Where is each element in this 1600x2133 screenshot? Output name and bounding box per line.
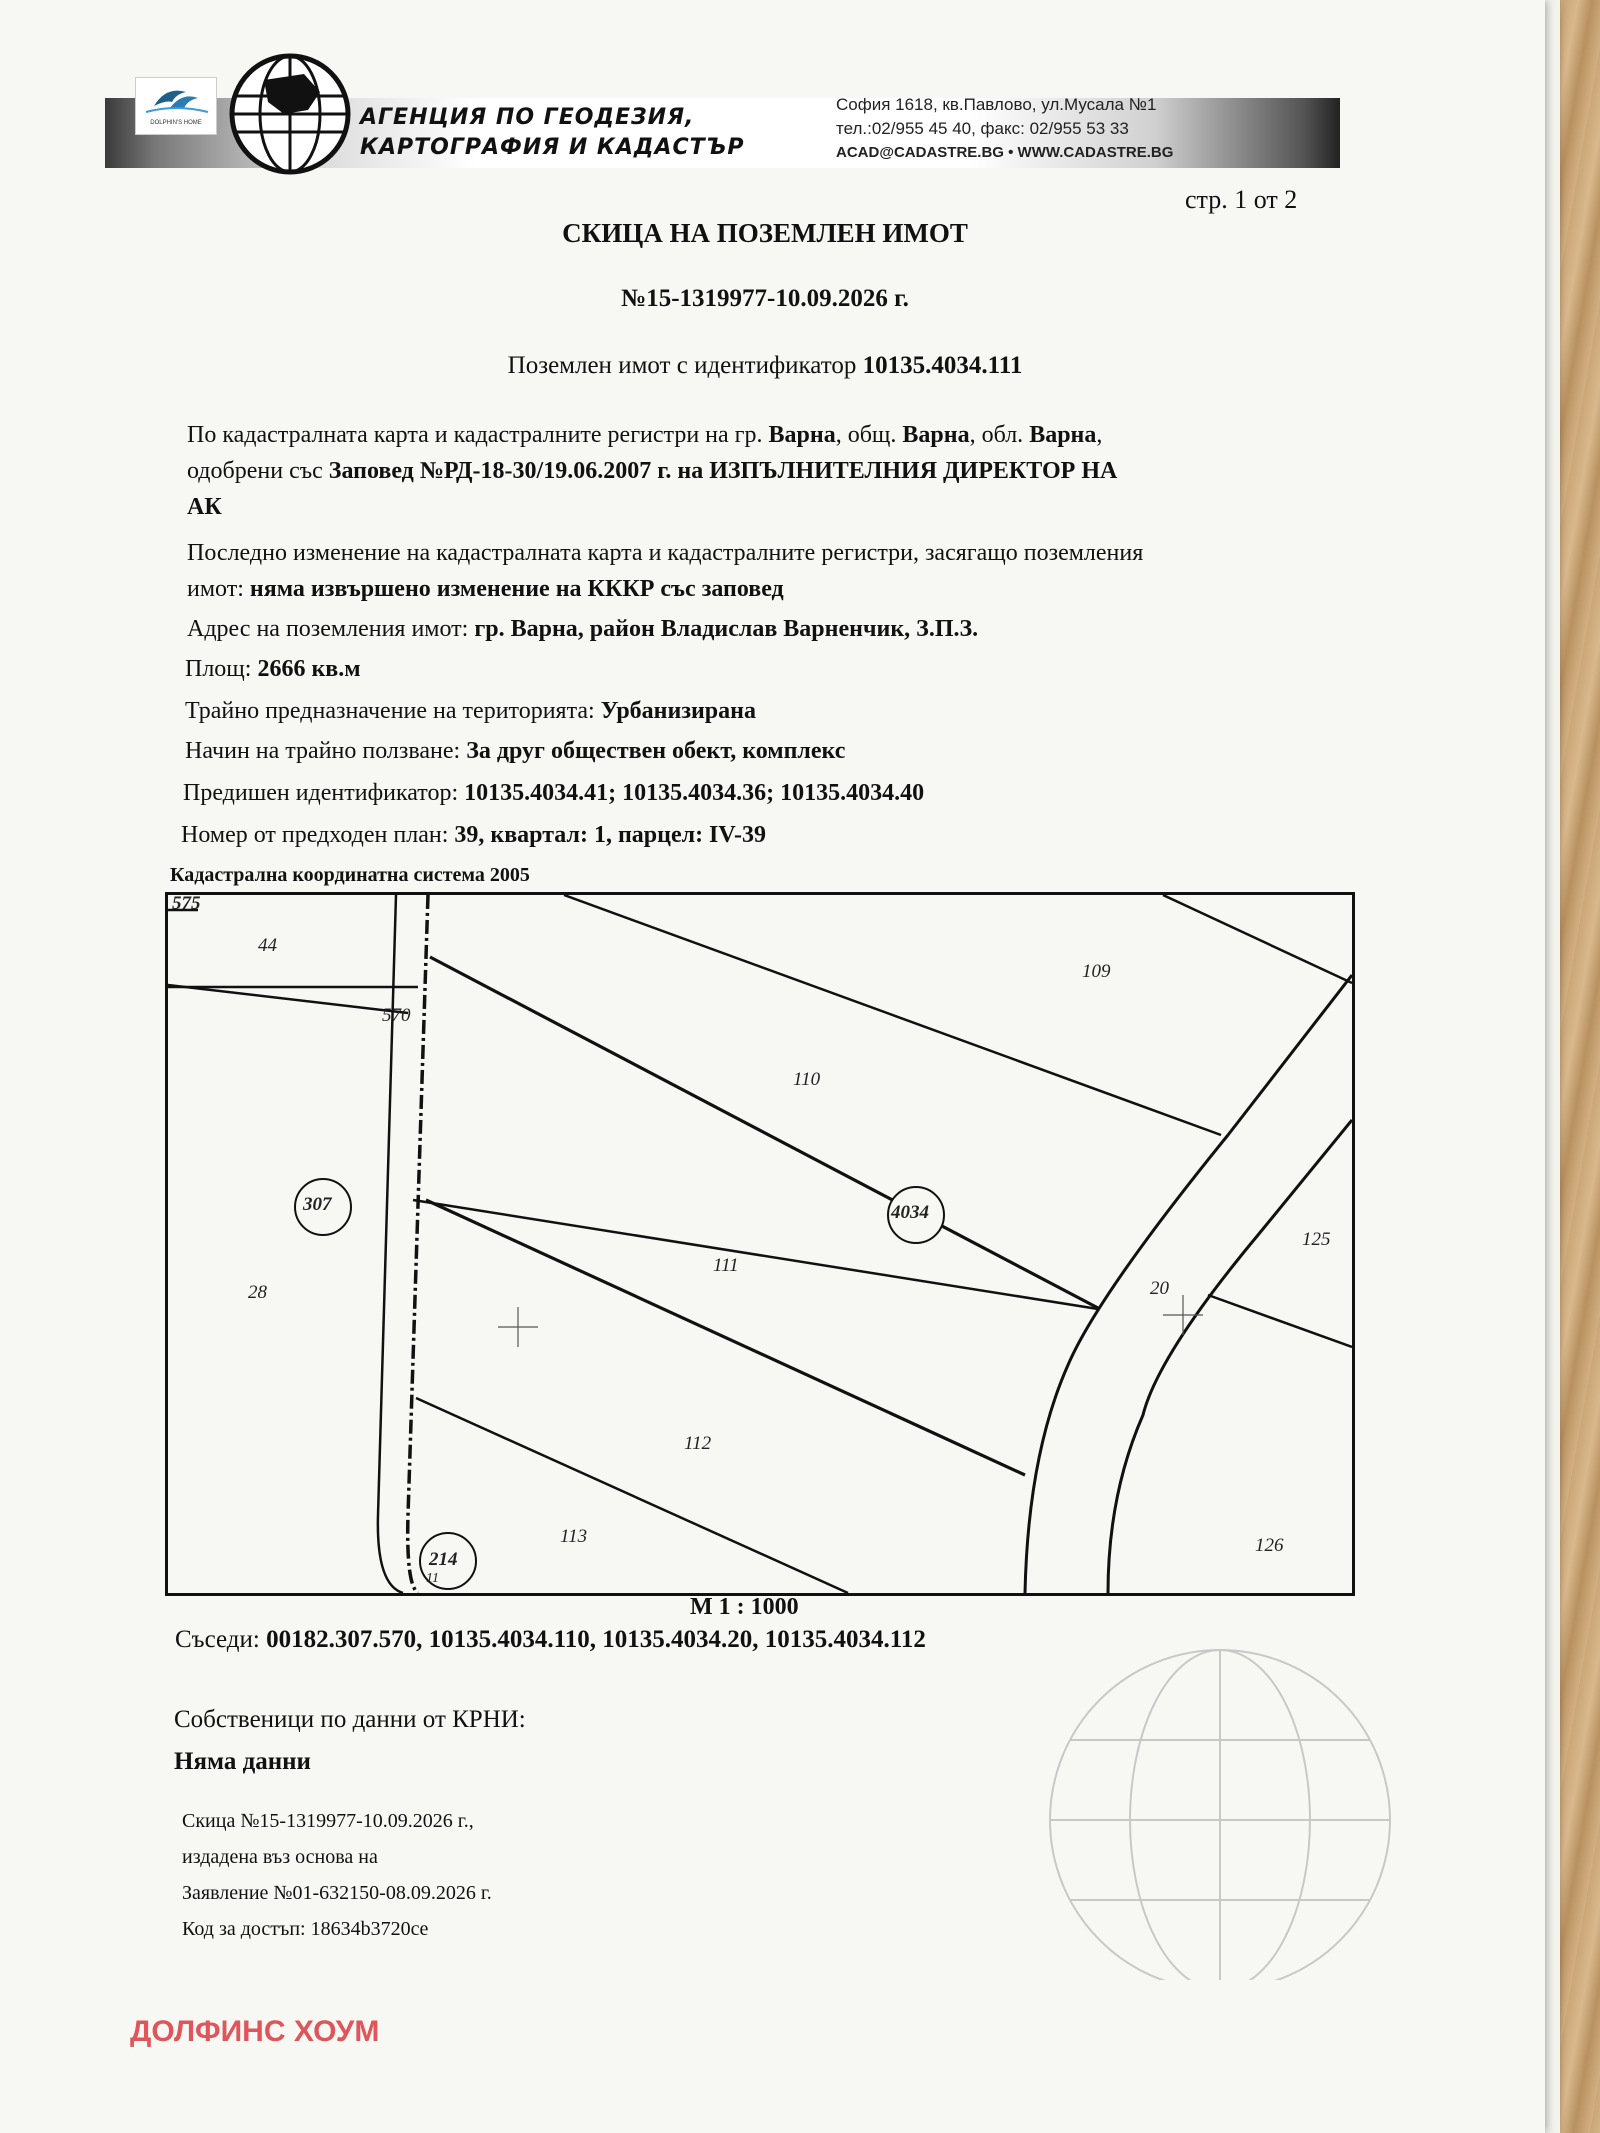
footer-line-3: Заявление №01-632150-08.09.2026 г. bbox=[182, 1882, 492, 1904]
document-title: СКИЦА НА ПОЗЕМЛЕН ИМОТ bbox=[562, 218, 968, 248]
agency-line2: КАРТОГРАФИЯ И КАДАСТЪР bbox=[360, 135, 745, 160]
area-value: 2666 кв.м bbox=[257, 656, 361, 682]
dolphins-home-logo bbox=[135, 77, 217, 135]
map-scale: М 1 : 1000 bbox=[690, 1594, 799, 1620]
label-112: 112 bbox=[684, 1433, 712, 1454]
neighbors-label: Съседи: bbox=[175, 1626, 260, 1653]
boundary-109-right bbox=[1163, 895, 1352, 983]
identifier-line bbox=[0, 352, 1530, 380]
label-109: 109 bbox=[1082, 961, 1111, 982]
boundary-20-125 bbox=[1208, 1295, 1352, 1347]
agency-contacts bbox=[836, 93, 1173, 165]
logo-caption: DOLPHIN'S HOME bbox=[150, 120, 202, 126]
approval-line: одобрени със Заповед №РД-18-30/19.06.2007 г. на ИЗПЪЛНИТЕЛНИЯ ДИРЕКТОР НА bbox=[187, 458, 1118, 484]
last-change-value: няма извършено изменение на КККР със заповед bbox=[249, 576, 784, 602]
purpose-line: Трайно предназначение на територията: Урбанизирана bbox=[185, 698, 756, 724]
owners-value: Няма данни bbox=[174, 1748, 311, 1775]
previous-identifier-line: Предишен идентификатор: 10135.4034.41; 10135.4034.36; 10135.4034.40 bbox=[183, 780, 925, 806]
footer-line-1: Скица №15-1319977-10.09.2026 г., bbox=[182, 1810, 474, 1832]
address-line: Адрес на поземления имот: гр. Варна, район Владислав Варненчик, З.П.З. bbox=[187, 616, 979, 642]
coordinate-system: Кадастрална координатна система 2005 bbox=[170, 864, 530, 886]
identifier-label: Поземлен имот с идентификатор bbox=[507, 352, 857, 379]
label-575: 575 bbox=[172, 893, 201, 914]
label-28: 28 bbox=[248, 1282, 267, 1303]
road-20-west-edge bbox=[1025, 975, 1352, 1593]
label-20: 20 bbox=[1150, 1278, 1169, 1299]
area-line: Площ: 2666 кв.м bbox=[185, 656, 361, 682]
purpose-value: Урбанизирана bbox=[600, 698, 756, 724]
document-number: №15-1319977-10.09.2026 г. bbox=[621, 285, 909, 312]
label-113: 113 bbox=[560, 1526, 588, 1547]
agency-name bbox=[360, 103, 744, 163]
label-125: 125 bbox=[1302, 1229, 1331, 1250]
identifier-value: 10135.4034.111 bbox=[862, 352, 1023, 379]
dolphins-home-watermark: ДОЛФИНС ХОУМ bbox=[130, 2015, 380, 2048]
label-44: 44 bbox=[258, 935, 277, 956]
label-11: 11 bbox=[426, 1571, 439, 1586]
boundary-112-113 bbox=[416, 1398, 848, 1593]
label-307: 307 bbox=[303, 1194, 332, 1215]
boundary-111-112-line bbox=[426, 1200, 1025, 1475]
previous-plan-line: Номер от предходен план: 39, квартал: 1, парцел: IV-39 bbox=[181, 822, 766, 848]
road-20-east-edge bbox=[1108, 1120, 1352, 1593]
label-110: 110 bbox=[793, 1069, 821, 1090]
contact-web: ACAD@CADASTRE.BG • WWW.CADASTRE.BG bbox=[836, 144, 1174, 161]
address-value: гр. Варна, район Владислав Варненчик, З.П.З. bbox=[474, 616, 979, 642]
stamp-globe-watermark bbox=[1000, 1620, 1460, 1980]
usage-line: Начин на трайно ползване: За друг обществен обект, комплекс bbox=[185, 738, 846, 764]
municipality: Варна bbox=[902, 422, 970, 448]
page-number: стр. 1 от 2 bbox=[1185, 185, 1298, 214]
cadastre-globe-icon bbox=[228, 52, 352, 176]
previous-identifier-value: 10135.4034.41; 10135.4034.36; 10135.4034.40 bbox=[464, 780, 925, 806]
neighbors-value: 00182.307.570, 10135.4034.110, 10135.4034.20, 10135.4034.112 bbox=[266, 1626, 926, 1653]
last-change-line: Последно изменение на кадастралната карта и кадастралните регистри, засягащо поземления bbox=[187, 540, 1144, 566]
last-change-value-line: имот: няма извършено изменение на КККР със заповед bbox=[187, 576, 784, 602]
label-4034: 4034 bbox=[891, 1202, 929, 1223]
cadastral-features-2 bbox=[168, 895, 1352, 1593]
label-570: 570 bbox=[382, 1005, 411, 1026]
contact-phone: тел.:02/955 45 40, факс: 02/955 53 33 bbox=[836, 119, 1129, 138]
approval-order: Заповед №РД-18-30/19.06.2007 г. на ИЗПЪЛНИТЕЛНИЯ ДИРЕКТОР НА bbox=[328, 458, 1118, 484]
footer-line-2: издадена въз основа на bbox=[182, 1846, 378, 1868]
label-214: 214 bbox=[429, 1549, 458, 1570]
agency-line1: АГЕНЦИЯ ПО ГЕОДЕЗИЯ, bbox=[360, 105, 695, 130]
label-111: 111 bbox=[713, 1255, 739, 1276]
label-126: 126 bbox=[1255, 1535, 1284, 1556]
neighbors-line bbox=[175, 1626, 926, 1654]
map-reference-line: По кадастралната карта и кадастралните регистри на гр. Варна, общ. Варна, обл. Варна, bbox=[187, 422, 1103, 448]
contact-address: София 1618, кв.Павлово, ул.Мусала №1 bbox=[836, 95, 1157, 114]
owners-label: Собственици по данни от КРНИ: bbox=[174, 1706, 526, 1733]
previous-plan-value: 39, квартал: 1, парцел: IV-39 bbox=[454, 822, 766, 848]
approval-line-cont: АК bbox=[187, 494, 222, 520]
region: Варна bbox=[1029, 422, 1097, 448]
city: Варна bbox=[768, 422, 836, 448]
usage-value: За друг обществен обект, комплекс bbox=[466, 738, 846, 764]
cadastral-map bbox=[165, 892, 1355, 1596]
footer-line-4: Код за достъп: 18634b3720ce bbox=[182, 1918, 429, 1940]
